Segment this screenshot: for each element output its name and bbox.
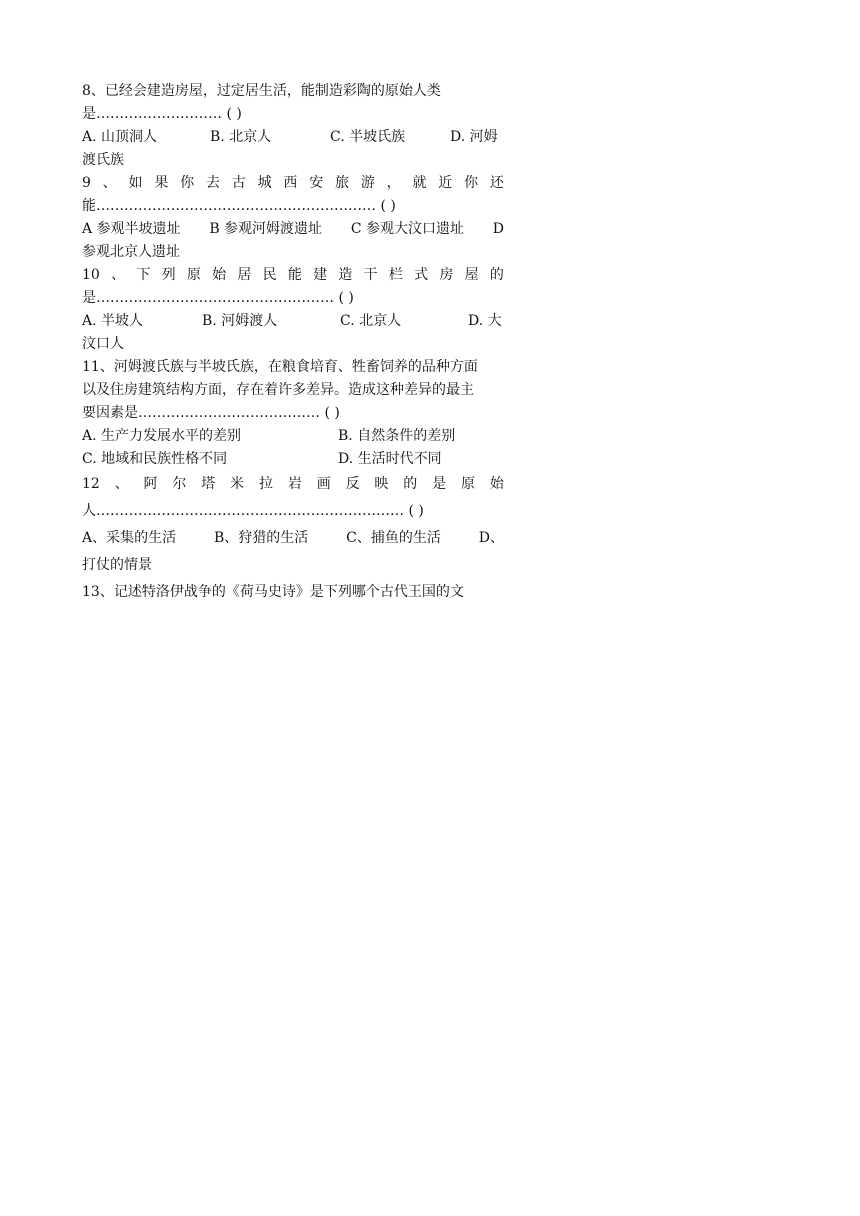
question-11-option-d: D. 生活时代不同 <box>338 451 442 467</box>
question-10-option-d: D. 大 <box>468 313 502 329</box>
question-11-options-row1 <box>82 425 504 448</box>
question-12-option-d-cont: 打仗的情景 <box>82 557 152 573</box>
question-12 <box>82 471 504 579</box>
question-8-stem-line2: 是……………………… ( ) <box>82 106 242 122</box>
question-8-option-c: C. 半坡氏族 <box>330 129 406 145</box>
question-12-option-a: A、采集的生活 <box>82 530 177 546</box>
question-9-options <box>82 218 504 241</box>
question-12-option-b: B、狩猎的生活 <box>214 530 309 546</box>
question-10-option-a: A. 半坡人 <box>82 313 144 329</box>
question-9 <box>82 172 504 264</box>
question-10-stem-line2: 是…………………………………………… ( ) <box>82 290 354 306</box>
question-9-option-a: A 参观半坡遗址 <box>82 221 181 237</box>
question-10-stem-line1: 10 、 下 列 原 始 居 民 能 建 造 干 栏 式 房 屋 的 <box>82 267 504 283</box>
question-8-option-b: B. 北京人 <box>210 129 272 145</box>
question-10-options <box>82 310 504 333</box>
question-12-option-c: C、捕鱼的生活 <box>346 530 441 546</box>
question-8-options <box>82 126 504 149</box>
question-11-stem-line3: 要因素是………………………………… ( ) <box>82 405 340 421</box>
question-9-stem-line1: 9 、 如 果 你 去 古 城 西 安 旅 游 ， 就 近 你 还 <box>82 175 504 191</box>
question-8 <box>82 80 504 172</box>
question-13 <box>82 579 504 606</box>
question-8-stem-line1: 8、已经会建造房屋，过定居生活，能制造彩陶的原始人类 <box>82 83 441 99</box>
question-11-option-c: C. 地域和民族性格不同 <box>82 451 228 467</box>
question-8-option-a: A. 山顶洞人 <box>82 129 158 145</box>
question-9-option-c: C 参观大汶口遗址 <box>350 221 464 237</box>
question-8-option-d-cont: 渡氏族 <box>82 152 124 168</box>
question-11-stem-line1: 11、河姆渡氏族与半坡氏族，在粮食培育、牲畜饲养的品种方面 <box>82 359 478 375</box>
question-10-option-b: B. 河姆渡人 <box>202 313 278 329</box>
question-13-stem-line1: 13、记述特洛伊战争的《荷马史诗》是下列哪个古代王国的文 <box>82 584 464 600</box>
question-12-stem-line1: 12 、 阿 尔 塔 米 拉 岩 画 反 映 的 是 原 始 <box>82 476 504 492</box>
question-9-option-d: D <box>492 221 504 237</box>
question-11-stem-line2: 以及住房建筑结构方面，存在着许多差异。造成这种差异的最主 <box>82 382 474 398</box>
exam-page <box>82 80 504 606</box>
question-9-option-d-cont: 参观北京人遗址 <box>82 244 180 260</box>
question-12-option-d: D、 <box>478 530 504 546</box>
question-11-option-b: B. 自然条件的差别 <box>338 428 456 444</box>
question-11-options-row2 <box>82 448 504 471</box>
question-10-option-c: C. 北京人 <box>340 313 402 329</box>
question-12-stem-line2: 人………………………………………………………… ( ) <box>82 503 424 519</box>
question-11 <box>82 356 504 471</box>
question-11-option-a: A. 生产力发展水平的差别 <box>82 428 242 444</box>
question-9-option-b: B 参观河姆渡遗址 <box>209 221 323 237</box>
question-10-option-d-cont: 汶口人 <box>82 336 124 352</box>
question-9-stem-line2: 能…………………………………………………… ( ) <box>82 198 396 214</box>
question-10 <box>82 264 504 356</box>
question-12-options <box>82 525 504 552</box>
question-8-option-d: D. 河姆 <box>450 129 498 145</box>
